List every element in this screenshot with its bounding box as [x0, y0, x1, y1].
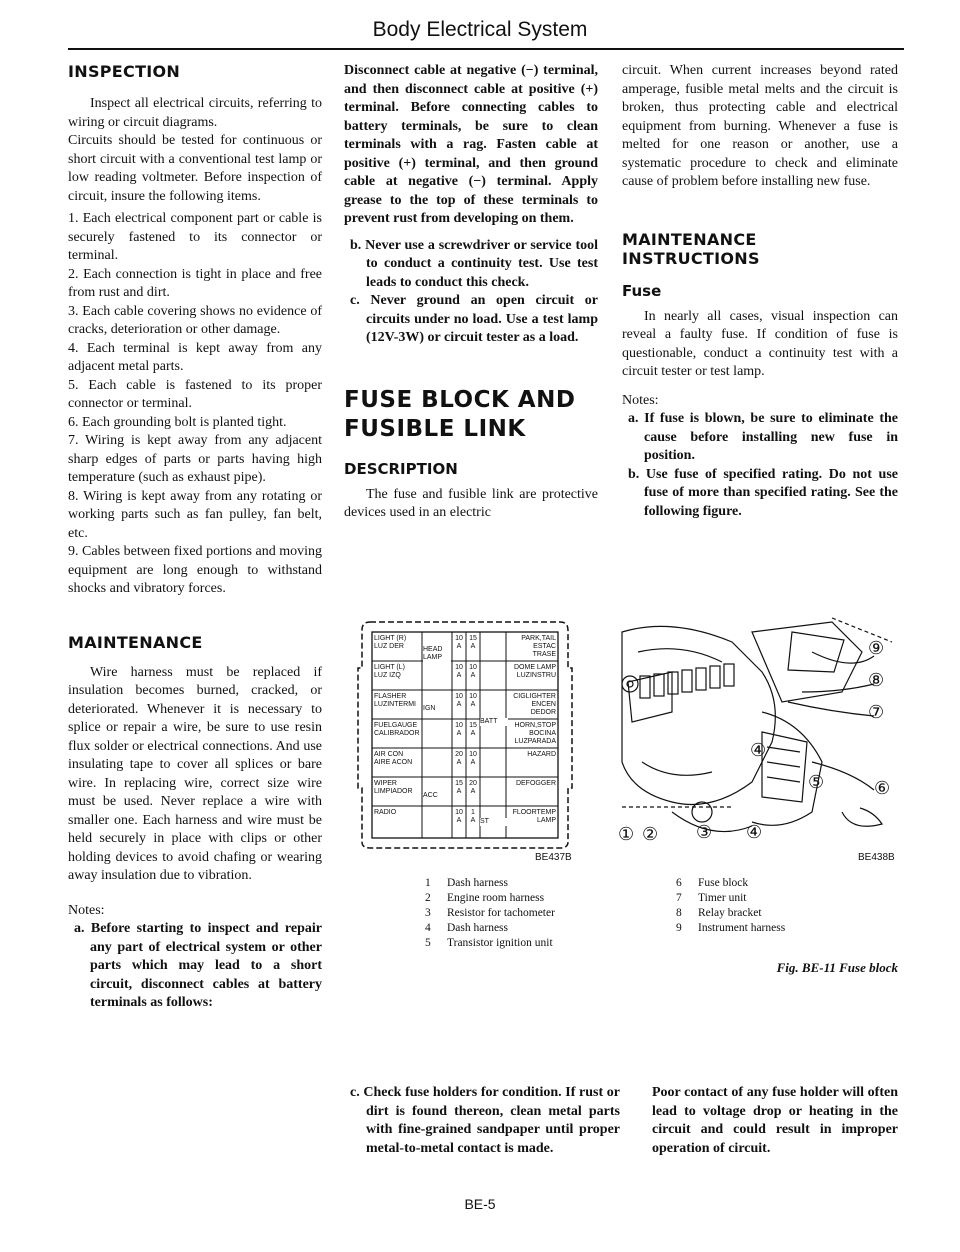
note-c: c. Never ground an open circuit or circuits under no load. Use a test lamp (12V-3W) or circuit tester as a load. [350, 293, 598, 345]
poor-contact-text: Poor contact of any fuse holder will often lead to voltage drop or heating in the circuit and could result in improper operation of circuit. [652, 1085, 898, 1156]
battery-procedure: Disconnect cable at negative (−) terminal, and then disconnect cable at positive (+) terminal. Before connecting cables to battery terminals, be sure to clean terminals with a rag. Fasten cable at positive (+) terminal, and then ground cable at negative (−) terminal. Apply grease to the top of these terminals to prevent rust from developing on them. [344, 63, 598, 226]
header-rule [68, 48, 904, 50]
page-number: BE-5 [464, 1196, 496, 1212]
fuse-cell-b: 10 A [469, 693, 477, 708]
callout-9: ⑨ [868, 638, 885, 658]
fuse-cell-b: 15 A [469, 635, 477, 650]
inspection-para-2: Circuits should be tested for continuous or short circuit with a conventional test lamp or low reading voltmeter. Before inspection of circuit, insure the following items. [68, 133, 322, 204]
maintenance-heading: MAINTENANCE [68, 632, 203, 652]
fuse-cell-left: RADIO [374, 809, 397, 816]
inspection-item: 9. Cables between fixed portions and moving equipment are long enough to withstand shocks and vibratory forces. [68, 544, 322, 596]
callout-3: ③ [696, 822, 713, 842]
fuse-cell-left: AIR CON AIRE ACON [374, 751, 413, 766]
fuse-cell-right: CIGLIGHTER ENCEN DEDOR [513, 693, 556, 716]
legend-item: 7 Timer unit [676, 892, 747, 904]
mi-heading-1: MAINTENANCE [622, 229, 757, 249]
fuse-cell-right: PARK,TAIL ESTAC TRASE [521, 635, 556, 658]
fuse-cell-left: LIGHT (R) LUZ DER [374, 635, 407, 650]
note-a: a. Before starting to inspect and repair any part of electrical system or other parts which may lead to a short circuit, disconnect cables at battery terminals as follows: [74, 921, 322, 1010]
fuse-subheading: Fuse [622, 281, 662, 300]
fuse-block-location-drawing [612, 612, 904, 854]
fuse-cell-right: DOME LAMP LUZINSTRU [513, 664, 556, 679]
legend-item: 3 Resistor for tachometer [425, 907, 555, 919]
figure-code-1: BE437B [535, 852, 572, 863]
fuse-description-cont: circuit. When current increases beyond rated amperage, fusible metal melts and the circuit is broken, thus protecting cable and electrical equipment from burning. Whenever a fuse is melted for one reason or another, use a systematic procedure to check and eliminate cause of problem before installing new fuse. [622, 63, 898, 189]
fuse-cell-a: 10 A [455, 693, 463, 708]
fuse-group-label: ST [480, 818, 508, 826]
figure-code-2: BE438B [858, 852, 895, 863]
check-c-block [344, 1084, 620, 1158]
inspection-item: 6. Each grounding bolt is planted tight. [68, 414, 287, 430]
inspection-para-1: Inspect all electrical circuits, referring to wiring or circuit diagrams. [68, 96, 322, 130]
note-b: b. Never use a screwdriver or service tool to conduct a continuity test. Use test leads to conduct this check. [350, 237, 598, 290]
fuse-group-label: BATT [480, 718, 508, 726]
description-para: The fuse and fusible link are protective devices used in an electric [344, 486, 598, 520]
fuse-cell-left: FUELGAUGE CALIBRADOR [374, 722, 420, 737]
notes-label: Notes: [68, 902, 105, 918]
maintenance-para: Wire harness must be replaced if insulation becomes burned, cracked, or deteriorated. Whenever it is necessary to splice or repair a wire, be sure to use resin flux solder or electrical connections. And use insulating tape to cover all splices or bare wire. In replacing wire, correct size wire must be used. Never replace a wire with smaller one. Each harness and wire must be held securely in place with clips or other holding devices to avoid chafing or wearing away insulation due to vibration. [68, 664, 322, 883]
fuse-cell-left: FLASHER LUZINTERMI [374, 693, 416, 708]
legend-item: 4 Dash harness [425, 922, 508, 934]
fuse-cell-b: 10 A [469, 751, 477, 766]
note-a-right: a. If fuse is blown, be sure to eliminate the cause before installing new fuse in position. [628, 411, 898, 463]
fuse-cell-a: 10 A [455, 809, 463, 824]
callout-7: ⑦ [868, 702, 885, 722]
fuse-cell-a: 10 A [455, 722, 463, 737]
description-heading: DESCRIPTION [344, 459, 458, 478]
callout-4-lower: ④ [746, 822, 763, 842]
fuse-cell-b: 20 A [469, 780, 477, 795]
fuse-cell-right: HORN,STOP BOCINA LUZPARADA [514, 722, 556, 745]
fuse-cell-right: FLOORTEMP LAMP [512, 809, 556, 824]
callout-4: ④ [750, 740, 767, 760]
callout-5: ⑤ [808, 772, 825, 792]
left-column [68, 62, 322, 1013]
inspection-item: 7. Wiring is kept away from any adjacent sharp edges of parts or parts having high temperature (such as exhaust pipe). [68, 433, 322, 485]
fuse-group-label: IGN [423, 705, 451, 713]
page-header: Body Electrical System [372, 18, 588, 41]
legend-2 [676, 876, 876, 936]
fuse-group-label: HEAD LAMP [423, 646, 451, 662]
middle-column [344, 62, 598, 523]
fuse-cell-b: 10 A [469, 664, 477, 679]
callout-2: ② [642, 824, 659, 844]
inspection-item: 1. Each electrical component part or cable is securely fastened to its connector or terminal. [68, 211, 322, 263]
note-b-right: b. Use fuse of specified rating. Do not use fuse of more than specified rating. See the following figure. [628, 466, 898, 519]
fuse-cell-a: 20 A [455, 751, 463, 766]
inspection-item: 3. Each cable covering shows no evidence of cracks, deterioration or other damage. [68, 303, 322, 337]
inspection-heading: INSPECTION [68, 62, 181, 81]
fuse-block-figure [356, 618, 574, 850]
note-check-c: c. Check fuse holders for condition. If rust or dirt is found thereon, clean metal parts with fine-grained sandpaper until proper metal-to-metal contact is made. [350, 1085, 620, 1156]
callout-6: ⑥ [874, 778, 891, 798]
fuse-cell-a: 10 A [455, 635, 463, 650]
fusible-link-heading: FUSIBLE LINK [344, 415, 526, 442]
poor-contact-block [652, 1084, 898, 1158]
fuse-cell-left: WIPER LIMPIADOR [374, 780, 413, 795]
fuse-cell-a: 15 A [455, 780, 463, 795]
inspection-item: 8. Wiring is kept away from any rotating or working parts such as fan pulley, fan belt, etc. [68, 488, 322, 541]
fuse-cell-right: DEFOGGER [515, 780, 556, 787]
fuse-cell-right: HAZARD [527, 751, 556, 758]
mi-heading-2: INSTRUCTIONS [622, 248, 760, 268]
legend-item: 5 Transistor ignition unit [425, 937, 553, 949]
fuse-cell-b: 15 A [469, 722, 477, 737]
legend-item: 6 Fuse block [676, 877, 749, 889]
notes-label-right: Notes: [622, 392, 659, 408]
legend-1 [425, 876, 615, 951]
legend-item: 9 Instrument harness [676, 922, 786, 934]
right-column [622, 62, 898, 521]
fuse-para: In nearly all cases, visual inspection can reveal a faulty fuse. If condition of fuse is questionable, conduct a continuity test with a circuit tester or test lamp. [622, 308, 898, 379]
inspection-item: 2. Each connection is tight in place and free from rust and dirt. [68, 266, 322, 300]
fuse-cell-left: LIGHT (L) LUZ IZQ [374, 664, 405, 679]
inspection-item: 5. Each cable is fastened to its proper connector or terminal. [68, 377, 322, 411]
legend-item: 8 Relay bracket [676, 907, 762, 919]
engine-bay-illustration [612, 612, 904, 854]
fuse-cell-b: 1 A [470, 809, 476, 824]
legend-item: 1 Dash harness [425, 877, 508, 889]
fuse-cell-a: 10 A [455, 664, 463, 679]
figure-caption: Fig. BE-11 Fuse block [776, 960, 898, 975]
callout-1: ① [618, 824, 635, 844]
legend-item: 2 Engine room harness [425, 892, 545, 904]
fuse-group-label: ACC [423, 792, 451, 800]
callout-8: ⑧ [868, 670, 885, 690]
fuse-block-heading: FUSE BLOCK AND [344, 386, 576, 413]
inspection-item: 4. Each terminal is kept away from any adjacent metal parts. [68, 340, 322, 374]
